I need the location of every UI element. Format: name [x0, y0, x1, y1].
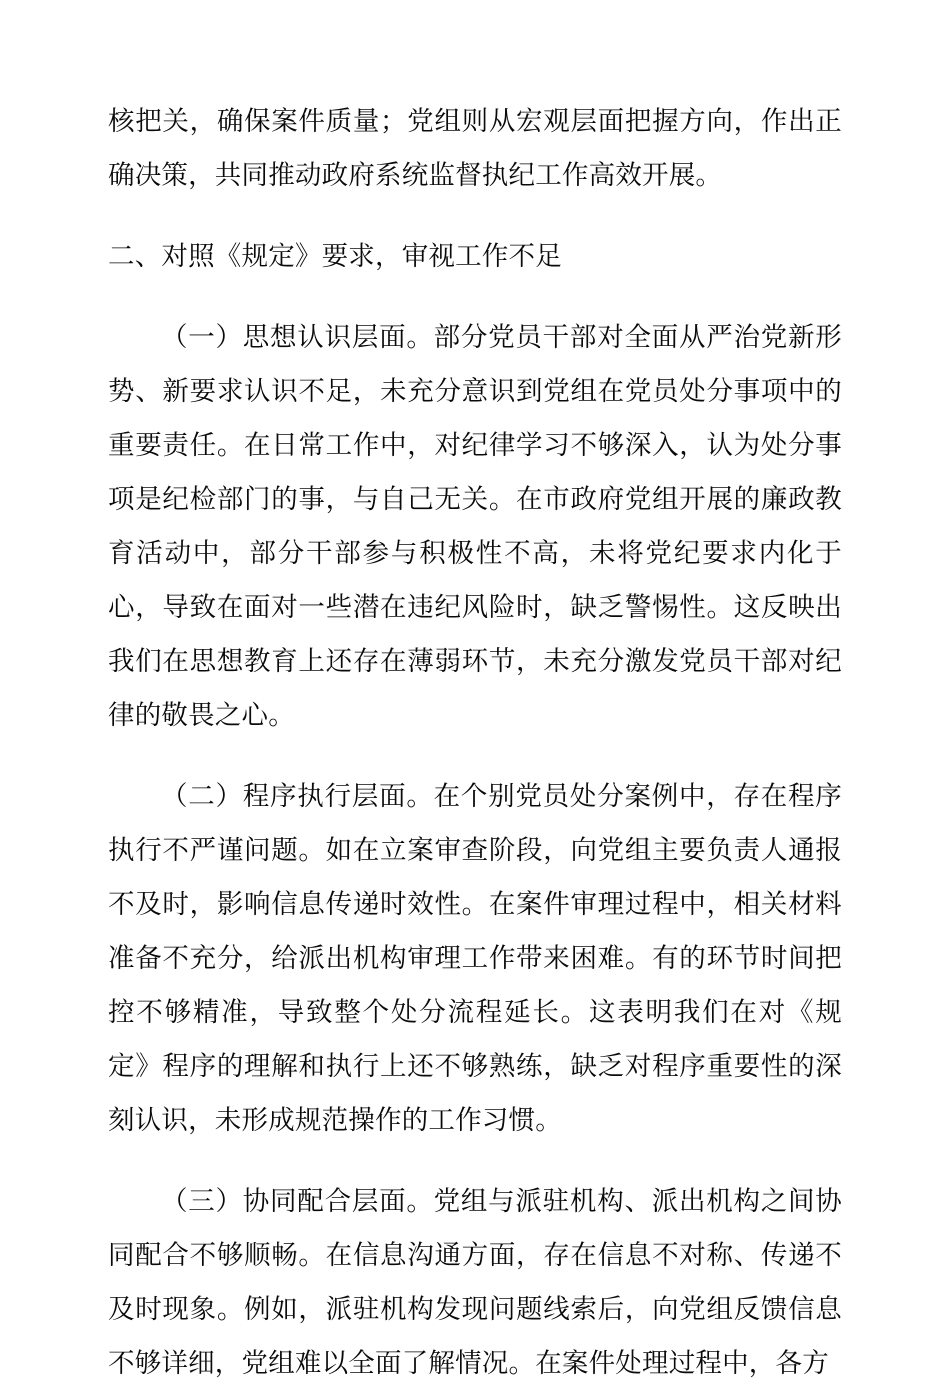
- document-body: [108, 95, 842, 1391]
- paragraph-subsection-three: （三）协同配合层面。党组与派驻机构、派出机构之间协同配合不够顺畅。在信息沟通方面，存在信息不对称、传递不及时现象。例如，派驻机构发现问题线索后，向党组反馈信息不够详细，党组难以全面了解情况。在案件处理过程中，各方: [108, 1186, 842, 1379]
- section-heading-two: 二、对照《规定》要求，审视工作不足: [108, 241, 562, 272]
- paragraph-subsection-two: （二）程序执行层面。在个别党员处分案例中，存在程序执行不严谨问题。如在立案审查阶段，向党组主要负责人通报不及时，影响信息传递时效性。在案件审理过程中，相关材料准备不充分，给派出机构审理工作带来困难。有的环节时间把控不够精准，导致整个处分流程延长。这表明我们在对《规定》程序的理解和执行上还不够熟练，缺乏对程序重要性的深刻认识，未形成规范操作的工作习惯。: [108, 781, 842, 1136]
- paragraph-subsection-one: （一）思想认识层面。部分党员干部对全面从严治党新形势、新要求认识不足，未充分意识到党组在党员处分事项中的重要责任。在日常工作中，对纪律学习不够深入，认为处分事项是纪检部门的事，与自己无关。在市政府党组开展的廉政教育活动中，部分干部参与积极性不高，未将党纪要求内化于心，导致在面对一些潜在违纪风险时，缺乏警惕性。这反映出我们在思想教育上还存在薄弱环节，未充分激发党员干部对纪律的敬畏之心。: [108, 322, 842, 731]
- paragraph-continued: 核把关，确保案件质量；党组则从宏观层面把握方向，作出正确决策，共同推动政府系统监督执纪工作高效开展。: [108, 106, 842, 191]
